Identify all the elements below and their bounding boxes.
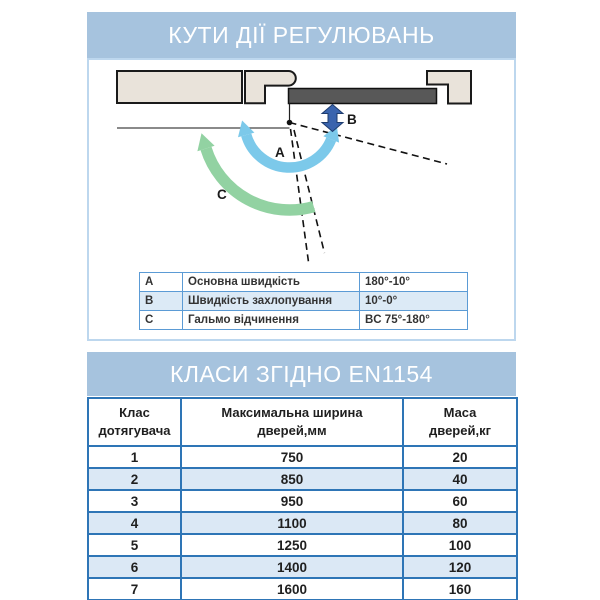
door-leaf-rect — [289, 89, 437, 104]
width-value: 1400 — [181, 556, 403, 578]
angle-key: B — [140, 292, 183, 311]
table-row — [140, 292, 468, 311]
class-value: 1 — [88, 446, 181, 468]
width-value: 750 — [181, 446, 403, 468]
header-closer-class: Клас дотягувача — [88, 398, 181, 446]
mass-value: 160 — [403, 578, 517, 600]
header-max-door-width: Максимальна ширина дверей,мм — [181, 398, 403, 446]
angle-key: C — [140, 311, 183, 330]
en1154-classes-table — [87, 397, 518, 600]
double-arrow-b-icon — [322, 105, 343, 132]
table-header-row — [88, 398, 517, 446]
angle-value: BC 75°-180° — [360, 311, 468, 330]
class-value: 2 — [88, 468, 181, 490]
arc-arrow-a-icon — [246, 135, 331, 168]
section-title-classes: КЛАСИ ЗГІДНО EN1154 — [87, 352, 516, 396]
angle-value: 10°-0° — [360, 292, 468, 311]
mass-value: 120 — [403, 556, 517, 578]
section-title-angles: КУТИ ДІЇ РЕГУЛЮВАНЬ — [87, 12, 516, 58]
diagram-label-a: A — [275, 145, 285, 160]
width-value: 850 — [181, 468, 403, 490]
class-value: 3 — [88, 490, 181, 512]
angles-legend-table — [139, 272, 468, 330]
dashed-line-door-pos-1 — [291, 129, 309, 262]
wall-left-section — [117, 71, 242, 103]
table-row — [140, 273, 468, 292]
diagram-label-c: C — [217, 187, 227, 202]
mass-value: 20 — [403, 446, 517, 468]
angle-name: Основна швидкість — [183, 273, 360, 292]
width-value: 950 — [181, 490, 403, 512]
class-value: 4 — [88, 512, 181, 534]
mass-value: 40 — [403, 468, 517, 490]
table-row — [88, 512, 517, 534]
width-value: 1100 — [181, 512, 403, 534]
angles-diagram-box — [87, 58, 516, 341]
table-row — [140, 311, 468, 330]
table-row — [88, 578, 517, 600]
diagram-label-b: B — [347, 112, 357, 127]
class-value: 5 — [88, 534, 181, 556]
arc-a-arrowhead-left-icon — [238, 121, 254, 138]
class-value: 7 — [88, 578, 181, 600]
angle-name: Гальмо відчинення — [183, 311, 360, 330]
table-row — [88, 490, 517, 512]
angle-value: 180°-10° — [360, 273, 468, 292]
class-value: 6 — [88, 556, 181, 578]
header-door-mass: Маса дверей,кг — [403, 398, 517, 446]
table-row — [88, 446, 517, 468]
mass-value: 80 — [403, 512, 517, 534]
table-row — [88, 534, 517, 556]
angle-key: A — [140, 273, 183, 292]
angle-name: Швидкість захлопування — [183, 292, 360, 311]
table-row — [88, 556, 517, 578]
mass-value: 100 — [403, 534, 517, 556]
mass-value: 60 — [403, 490, 517, 512]
width-value: 1600 — [181, 578, 403, 600]
table-row — [88, 468, 517, 490]
width-value: 1250 — [181, 534, 403, 556]
